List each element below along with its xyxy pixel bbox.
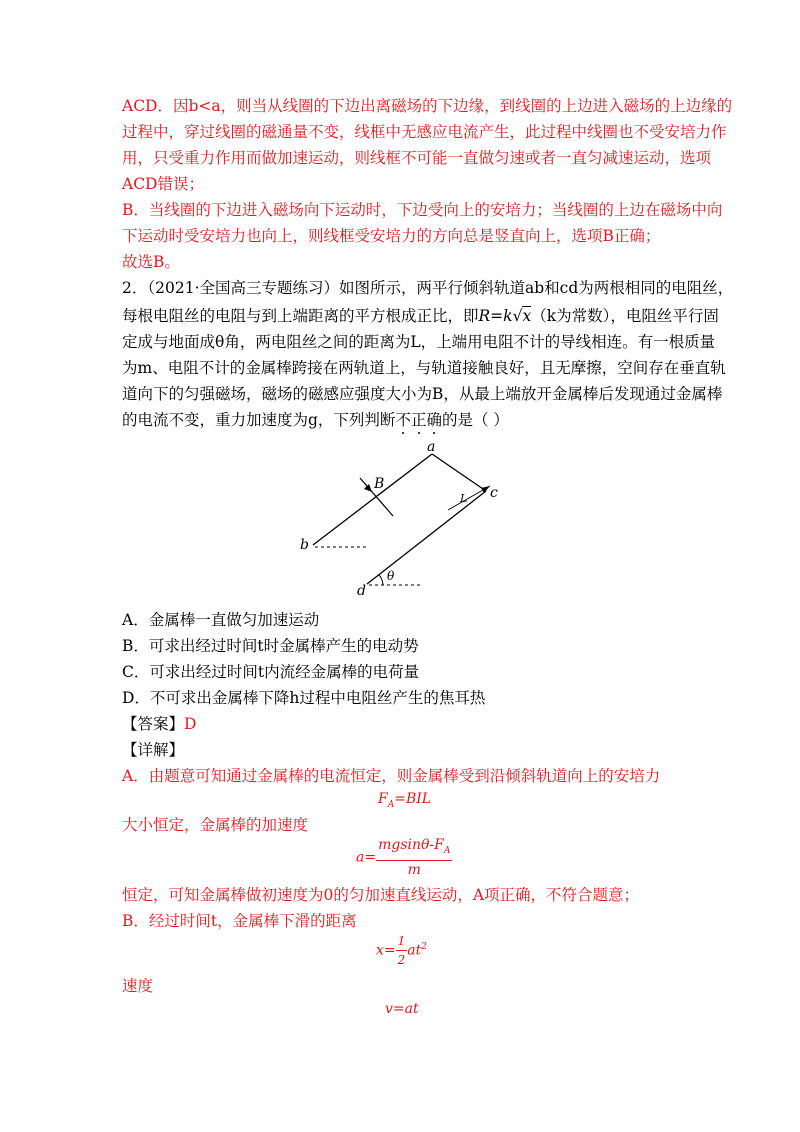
explanation-acd-line-3: 用，只受重力作用而做加速运动，则线框不可能一直做匀速或者一直匀减速运动，选项 <box>122 149 712 167</box>
label-b-field: B <box>374 476 385 492</box>
detail-a-text: A．由题意可知通过金属棒的电流恒定，则金属棒受到沿倾斜轨道向上的安培力 <box>122 767 661 785</box>
detail-text-2: 大小恒定，金属棒的加速度 <box>122 816 309 834</box>
equation-velocity: v=at <box>385 1001 419 1017</box>
rail-diagram <box>280 440 520 610</box>
emphasis-char-1: 不 <box>395 411 411 429</box>
explanation-acd-line-2: 过程中，穿过线圈的磁通量不变，线框中无感应电流产生，此过程中线圈也不受安培力作 <box>122 123 727 141</box>
b-arrow-head <box>364 484 372 492</box>
eq3-left: x= <box>376 942 396 959</box>
eq2-num-text: mgsinθ-F <box>378 837 444 853</box>
rail-cd <box>367 491 486 584</box>
eq2-num-sub: A <box>443 845 451 856</box>
angle-arc <box>379 575 383 585</box>
option-b: B．可求出经过时间t时金属棒产生的电动势 <box>122 637 419 655</box>
eq2-left: a= <box>356 849 377 866</box>
detail-text-4: B．经过时间t，金属棒下滑的距离 <box>122 912 357 930</box>
detail-text-3: 恒定，可知金属棒做初速度为0的匀加速直线运动，A项正确，不符合题意； <box>122 886 640 904</box>
eq3-denominator: 2 <box>397 953 406 967</box>
eq1-left: F <box>378 791 388 807</box>
label-a: a <box>427 440 436 455</box>
question-stem-6b: 的是（ ） <box>441 411 509 429</box>
eq3-fraction <box>396 932 408 969</box>
equation-ampere-force <box>378 790 431 814</box>
eq3-sup: 2 <box>421 941 427 952</box>
question-stem-line-6 <box>122 410 509 430</box>
answer-line <box>122 714 196 734</box>
rail-ab <box>313 454 432 545</box>
eq2-fraction <box>376 836 452 879</box>
sqrt-symbol: √ <box>512 307 523 325</box>
question-stem-2b: （k为常数），电阻丝平行固 <box>531 307 719 325</box>
question-stem-2a: 每根电阻丝的电阻与到上端距离的平方根成正比，即 <box>122 307 479 325</box>
label-l: L <box>460 492 468 505</box>
explanation-acd-line-4: ACD错误； <box>122 175 204 193</box>
question-stem-6a: 的电流不变，重力加速度为g，下列判断 <box>122 411 396 429</box>
answer-value: D <box>184 715 197 733</box>
question-number: 2． <box>122 279 148 297</box>
eq1-sub: A <box>387 799 395 810</box>
question-source: （2021·全国高三专题练习） <box>147 279 339 297</box>
emphasis-char-2: 正 <box>410 411 427 429</box>
equation-distance <box>376 932 427 969</box>
answer-label: 【答案】 <box>122 715 185 733</box>
option-a: A．金属棒一直做匀加速运动 <box>122 611 320 629</box>
question-stem-line-2 <box>122 306 719 326</box>
formula-x: x <box>522 307 532 325</box>
question-stem-line-4: 为m、电阻不计的金属棒跨接在两轨道上，与轨道接触良好，且无摩擦，空间存在垂直轨 <box>122 359 726 377</box>
eq3-right: at <box>407 942 422 959</box>
question-stem-line-3: 定成与地面成θ角，两电阻丝之间的距离为L，上端用电阻不计的导线相连。有一根质量 <box>122 333 716 351</box>
emphasis-char-3: 确 <box>426 411 442 429</box>
eq2-numerator <box>376 836 452 861</box>
label-c: c <box>490 485 498 501</box>
question-stem-line-1 <box>122 278 733 298</box>
label-b: b <box>300 537 309 553</box>
eq2-denominator: m <box>407 861 421 878</box>
connector-ac <box>432 454 486 491</box>
formula-r: R=k <box>478 307 513 325</box>
label-theta: θ <box>387 569 395 583</box>
option-d: D．不可求出金属棒下降h过程中电阻丝产生的焦耳热 <box>122 689 486 707</box>
eq1-right: =BIL <box>394 791 432 807</box>
question-stem-1: 如图所示，两平行倾斜轨道ab和cd为两根相同的电阻丝， <box>339 279 734 297</box>
equation-acceleration <box>356 836 452 879</box>
eq3-numerator: 1 <box>396 932 408 951</box>
option-c: C．可求出经过时间t内流经金属棒的电荷量 <box>122 663 420 681</box>
question-stem-line-5: 道向下的匀强磁场，磁场的磁感应强度大小为B，从最上端放开金属棒后发现通过金属棒 <box>122 385 723 403</box>
detail-text-5: 速度 <box>122 977 154 995</box>
explanation-b-line-1: B．当线圈的下边进入磁场向下运动时，下边受向上的安培力；当线圈的上边在磁场中向 <box>122 201 723 219</box>
explanation-acd-line-1: ACD．因b<a，则当从线圈的下边出离磁场的下边缘，到线圈的上边进入磁场的上边缘的 <box>122 97 733 115</box>
detail-label: 【详解】 <box>122 741 185 759</box>
explanation-conclusion: 故选B。 <box>122 253 180 271</box>
label-d: d <box>357 583 366 599</box>
explanation-b-line-2: 下运动时受安培力也向上，则线框受安培力的方向总是竖直向上，选项B正确； <box>122 227 661 245</box>
